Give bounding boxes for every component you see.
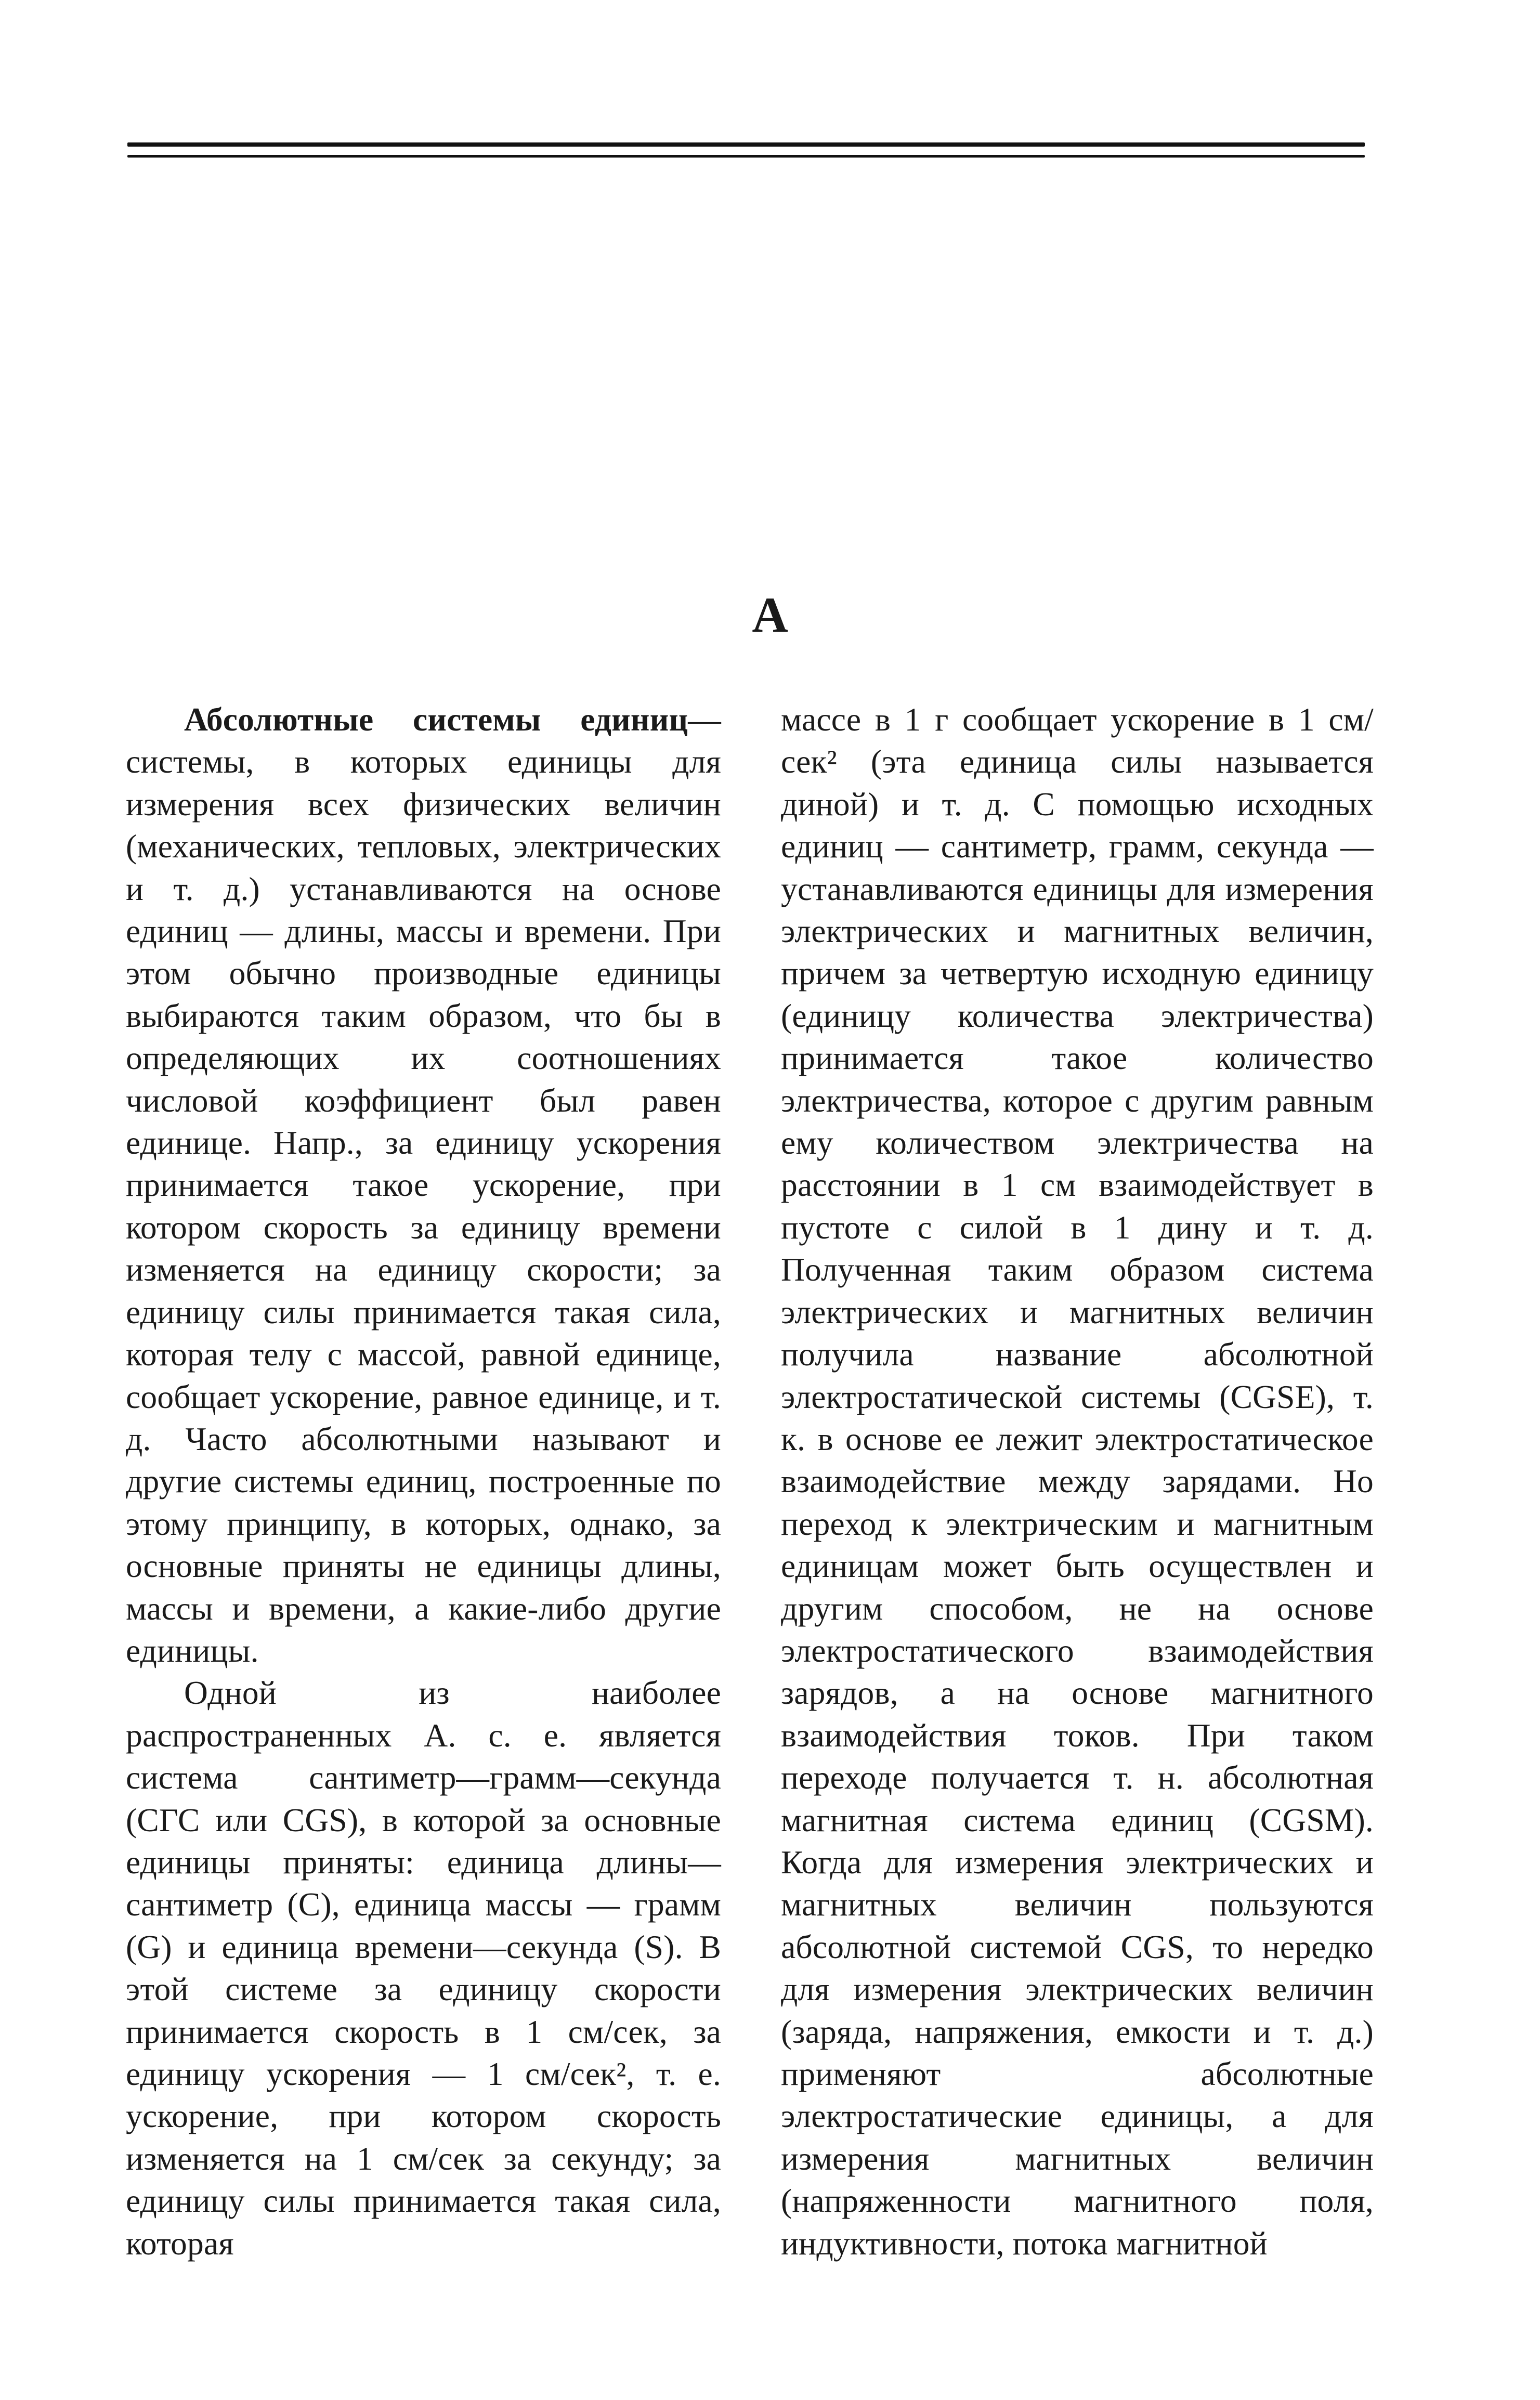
article-paragraph-1 [126, 698, 721, 1672]
top-rule-thin [127, 155, 1365, 158]
article-paragraph-2-continued: массе в 1 г сообщает ускорение в 1 см/сек² (эта единица силы называется диной) и т. д. С помощью исходных единиц — сантиметр, грамм, секунда — устанавливаются единицы для измерения электрических и магнитных величин, причем за четвертую исходную единицу (единицу количества электричества) принимается такое количество электричества, которое с другим равным ему количеством электричества на расстоянии в 1 см взаимодействует в пустоте с силой в 1 дину и т. д. Полученная таким образом система электрических и магнитных величин получила название абсолютной электростатической системы (CGSE), т. к. в основе ее лежит электростатическое взаимодействие между зарядами. Но переход к электрическим и магнитным единицам может быть осуществлен и другим способом, не на основе электростатического взаимодействия зарядов, а на основе магнитного взаимодействия токов. При таком переходе получается т. н. абсолютная магнитная система единиц (CGSM). Когда для измерения электрических и магнитных величин пользуются абсолютной системой CGS, то нередко для измерения электрических величин (заряда, напряжения, емкости и т. д.) применяют абсолютные электростатические единицы, а для измерения магнитных величин (напряженности магнитного поля, индуктивности, потока магнитной [781, 701, 1374, 2262]
left-column [126, 698, 721, 2264]
right-column [781, 698, 1374, 2264]
section-letter-heading: А [752, 587, 788, 643]
article-paragraph-2: Одной из наиболее распространенных А. с. е. является система сантиметр—грамм—секунда (СГС или CGS), в которой за основные единицы приняты: единица длины—сантиметр (C), единица массы — грамм (G) и единица времени—секунда (S). В этой системе за единицу скорости принимается скорость в 1 см/сек, за единицу ускорения — 1 см/сек², т. е. ускорение, при котором скорость изменяется на 1 см/сек за секунду; за единицу силы принимается такая сила, которая [126, 1674, 721, 2262]
top-double-rule [127, 142, 1365, 158]
article-paragraph-1-text: — системы, в которых единицы для измерения всех физических величин (механических, тепловых, электрических и т. д.) устанавливаются на основе единиц — длины, массы и времени. При этом обычно производные единицы выбираются таким образом, что бы в определяющих их соотношениях числовой коэффициент был равен единице. Напр., за единицу ускорения принимается такое ускорение, при котором скорость за единицу времени изменяется на единицу скорости; за единицу силы принимается такая сила, которая телу с массой, равной единице, сообщает ускорение, равное единице, и т. д. Часто абсолютными называют и другие системы единиц, построенные по этому принципу, в которых, однако, за основные приняты не единицы длины, массы и времени, а какие-либо другие единицы. [126, 701, 721, 1669]
top-rule-thick [127, 142, 1365, 147]
article-term: Абсолютные системы единиц [184, 701, 688, 738]
